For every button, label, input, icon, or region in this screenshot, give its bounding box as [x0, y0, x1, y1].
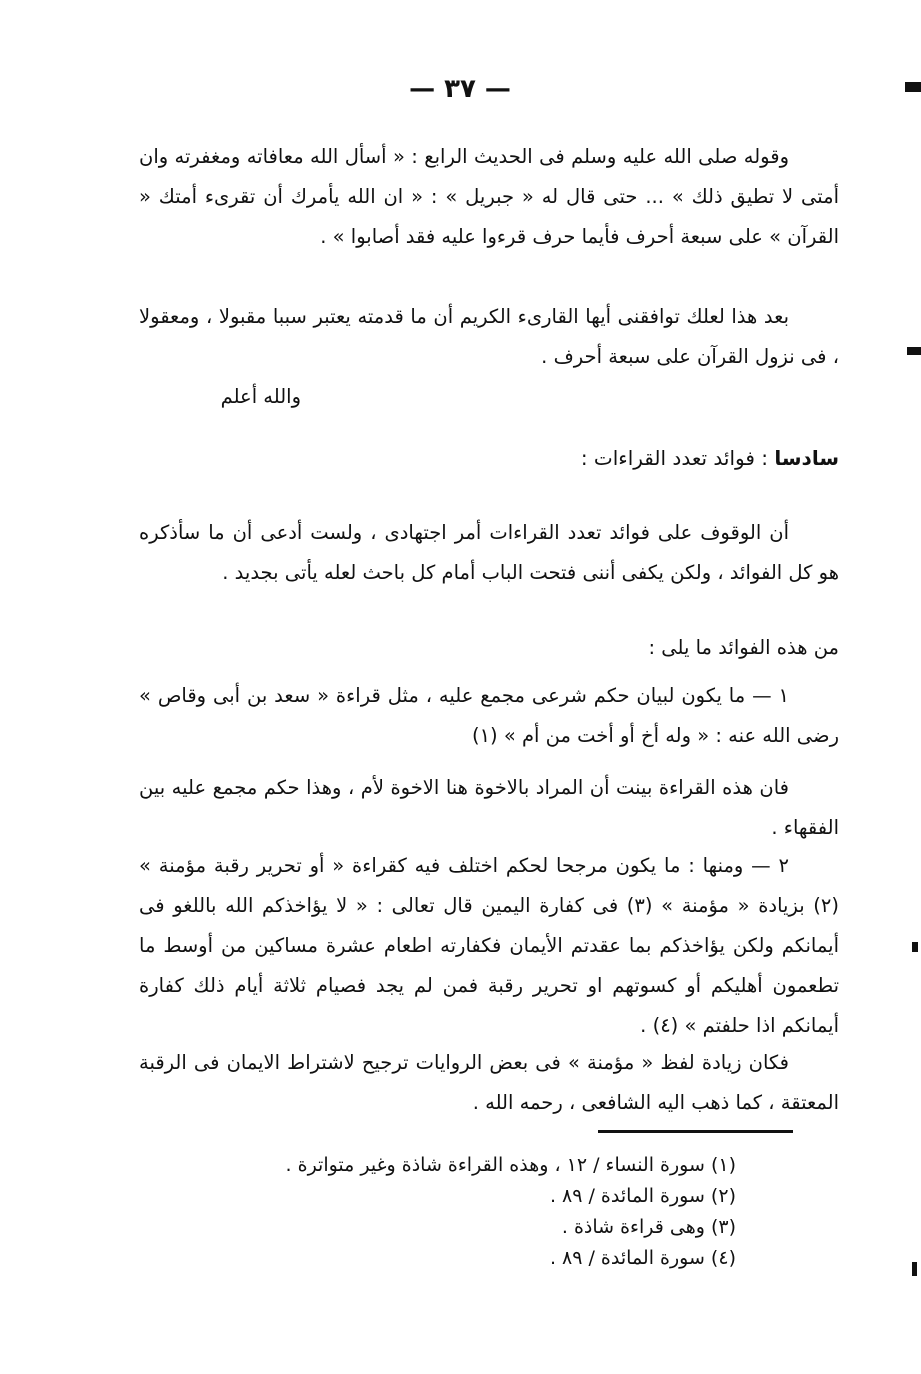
scan-edge-mark: [912, 942, 918, 952]
intro-paragraph-block: [139, 513, 839, 593]
benefit-two-block: [139, 846, 839, 1046]
footnote-separator: [598, 1130, 793, 1133]
footnotes-list: [176, 1150, 736, 1274]
benefit-two-explanation: فكان زيادة لفظ « مؤمنة » فى بعض الروايات ترجيح لاشتراط الايمان فى الرقبة المعتقة ، كما ذهب اليه الشافعى ، رحمه الله .: [139, 1051, 839, 1114]
benefit-one-explanation: فان هذه القراءة بينت أن المراد بالاخوة هنا الاخوة لأم ، وهذا حكم مجمع عليه بين الفقهاء .: [139, 776, 839, 839]
footnote-item: (٤) سورة المائدة / ٨٩ .: [549, 1247, 736, 1269]
section-label: سادسا: [774, 446, 839, 470]
benefits-lead: من هذه الفوائد ما يلى :: [648, 636, 839, 659]
conclusion-paragraph: بعد هذا لعلك توافقنى أيها القارىء الكريم أن ما قدمته يعتبر سببا مقبولا ، ومعقولا ، فى نزول القرآن على سبعة أحرف .: [139, 305, 839, 368]
benefit-two-paragraph: ٢ — ومنها : ما يكون مرجحا لحكم اختلف فيه كقراءة « أو تحرير رقبة مؤمنة » (٢) بزيادة « مؤمنة » (٣) فى كفارة اليمين قال تعالى : « لا يؤاخذكم الله باللغو فى أيمانكم ولكن يؤاخذكم بما عقدتم الأيمان فكفارته اطعام عشرة مساكين من أوسط ما تطعمون أهليكم أو كسوتهم او تحرير رقبة فمن لم يجد فصيام ثلاثة أيام ذلك كفارة أيمانكم اذا حلفتم » (٤) .: [139, 854, 839, 1037]
footnote-item: (٣) وهى قراءة شاذة .: [561, 1216, 736, 1238]
closing-phrase: والله أعلم: [220, 385, 301, 408]
benefit-one-paragraph: ١ — ما يكون لبيان حكم شرعى مجمع عليه ، مثل قراءة « سعد بن أبى وقاص » رضى الله عنه : « وله أخ أو أخت من أم » (١): [139, 684, 839, 747]
scan-edge-mark: [905, 82, 921, 92]
benefit-one-block: [139, 676, 839, 756]
opening-paragraph-block: [139, 137, 839, 257]
conclusion-paragraph-block: [139, 297, 839, 377]
benefit-one-explanation-block: [139, 768, 839, 848]
hadith-paragraph: وقوله صلى الله عليه وسلم فى الحديث الرابع : « أسأل الله معافاته ومغفرته وان أمتى لا تطيق ذلك » ... حتى قال له « جبريل » : « ان الله يأمرك أن تقرىء أمتك « القرآن » على سبعة أحرف فأيما حرف قرءوا عليه فقد أصابوا » .: [139, 145, 839, 248]
intro-paragraph: أن الوقوف على فوائد تعدد القراءات أمر اجتهادى ، ولست أدعى أن ما سأذكره هو كل الفوائد ، ولكن يكفى أننى فتحت الباب أمام كل باحث لعله يأتى بجديد .: [139, 521, 839, 584]
benefit-two-explanation-block: [139, 1043, 839, 1123]
section-title: : فوائد تعدد القراءات :: [580, 446, 769, 470]
scan-edge-mark: [907, 347, 921, 355]
section-heading: [581, 446, 839, 470]
scan-edge-mark: [912, 1262, 917, 1276]
footnote-item: (١) سورة النساء / ١٢ ، وهذه القراءة شاذة وغير متواترة .: [285, 1154, 736, 1176]
footnote-item: (٢) سورة المائدة / ٨٩ .: [549, 1185, 736, 1207]
benefits-lead-block: [139, 628, 839, 668]
page-number: — ٣٧ —: [409, 74, 511, 104]
